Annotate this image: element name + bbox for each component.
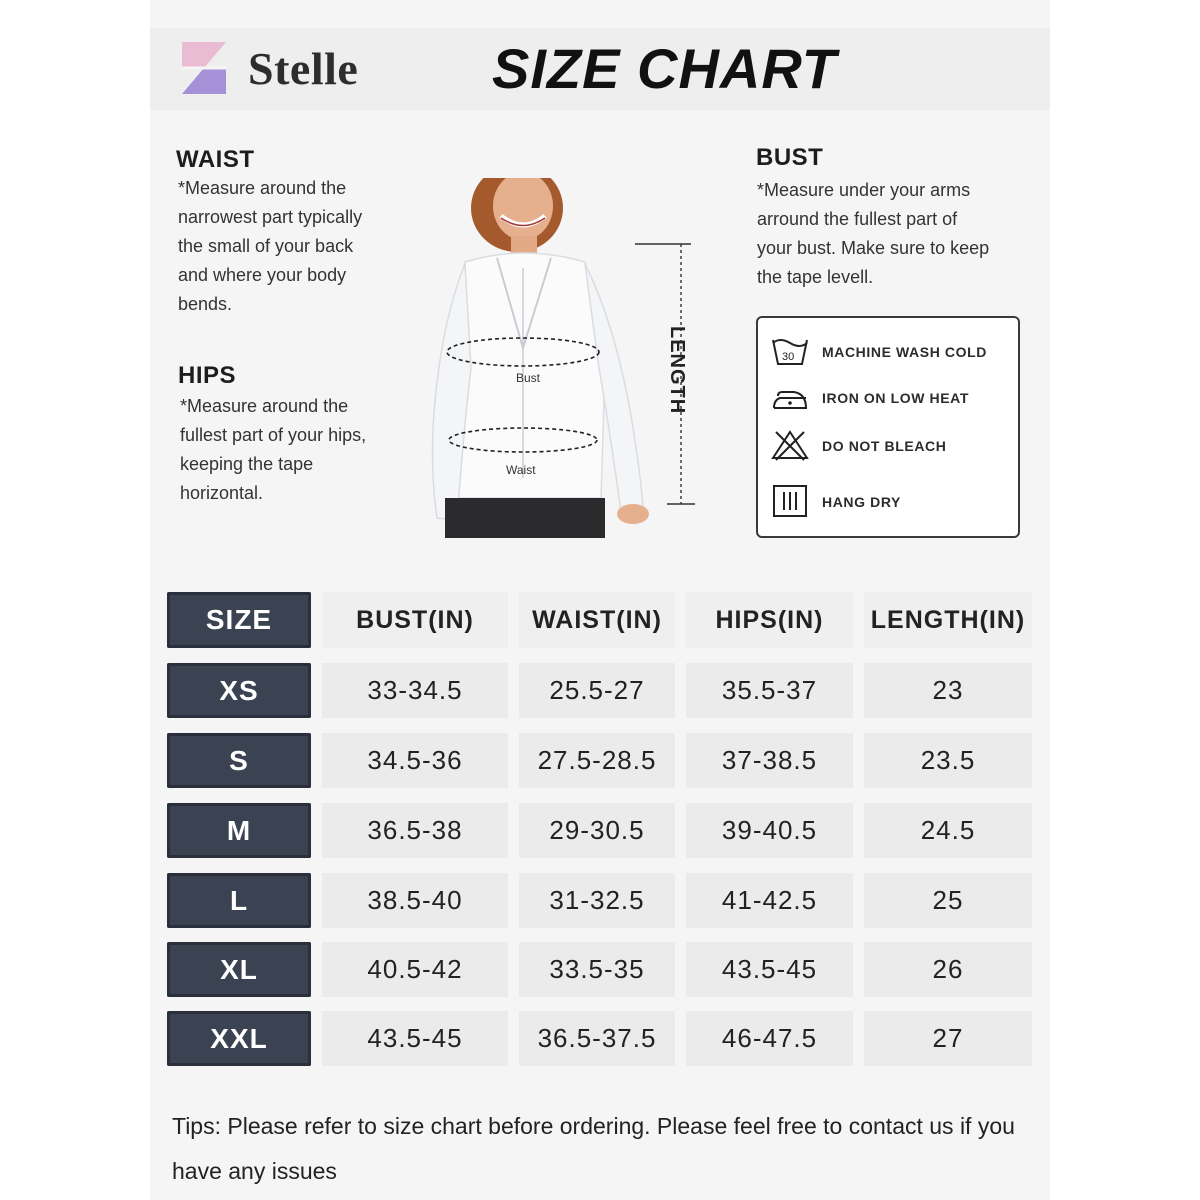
hips-value: 39-40.5: [686, 803, 853, 858]
stelle-logo-icon: [174, 38, 234, 98]
hips-value: 46-47.5: [686, 1011, 853, 1066]
hips-value: 41-42.5: [686, 873, 853, 928]
bust-value: 38.5-40: [322, 873, 508, 928]
header-hips: HIPS(IN): [686, 592, 853, 648]
hips-heading: HIPS: [178, 362, 237, 389]
hips-value: 37-38.5: [686, 733, 853, 788]
length-value: 23.5: [864, 733, 1032, 788]
bust-line: arround the fullest part of: [757, 209, 958, 229]
size-label: M: [167, 803, 311, 858]
care-label-wash: MACHINE WASH COLD: [822, 344, 987, 360]
length-measure-label: LENGTH: [666, 326, 688, 415]
size-label: XXL: [167, 1011, 311, 1066]
hips-line: horizontal.: [180, 483, 264, 503]
size-label: XL: [167, 942, 311, 997]
iron-low-icon: [770, 380, 810, 414]
hang-dry-icon: [770, 484, 810, 518]
header-bust: BUST(IN): [322, 592, 508, 648]
care-label-bleach: DO NOT BLEACH: [822, 438, 947, 454]
waist-value: 27.5-28.5: [519, 733, 675, 788]
care-row-bleach: [770, 428, 1010, 464]
brand-name: Stelle: [248, 43, 359, 94]
bust-description: [757, 176, 989, 292]
waist-value: 33.5-35: [519, 942, 675, 997]
waist-value: 36.5-37.5: [519, 1011, 675, 1066]
length-value: 27: [864, 1011, 1032, 1066]
length-value: 25: [864, 873, 1032, 928]
length-value: 23: [864, 663, 1032, 718]
waist-line: *Measure around the: [178, 178, 347, 198]
bust-value: 40.5-42: [322, 942, 508, 997]
bust-line: the tape levell.: [757, 267, 874, 287]
wash-temp-label: 30: [782, 351, 795, 363]
hips-value: 43.5-45: [686, 942, 853, 997]
waist-value: 31-32.5: [519, 873, 675, 928]
care-label-dry: HANG DRY: [822, 494, 901, 510]
care-label-iron: IRON ON LOW HEAT: [822, 390, 969, 406]
bust-value: 43.5-45: [322, 1011, 508, 1066]
care-row-wash: [770, 334, 1010, 370]
hips-value: 35.5-37: [686, 663, 853, 718]
length-value: 26: [864, 942, 1032, 997]
hips-line: keeping the tape: [180, 454, 314, 474]
no-bleach-icon: [770, 428, 810, 462]
tips-text: Tips: Please refer to size chart before ordering. Please feel free to contact us if you have any issues: [172, 1113, 1015, 1184]
size-label: L: [167, 873, 311, 928]
header-length: LENGTH(IN): [864, 592, 1032, 648]
waist-value: 25.5-27: [519, 663, 675, 718]
hips-line: *Measure around the: [180, 396, 349, 416]
bust-value: 36.5-38: [322, 803, 508, 858]
length-value: 24.5: [864, 803, 1032, 858]
bust-measure-label: Bust: [516, 371, 541, 385]
waist-description: [178, 174, 362, 319]
header-size: SIZE: [167, 592, 311, 648]
wash-cold-icon: [770, 334, 810, 368]
bust-line: your bust. Make sure to keep: [757, 238, 990, 258]
bust-value: 33-34.5: [322, 663, 508, 718]
waist-heading: WAIST: [176, 146, 255, 173]
bust-value: 34.5-36: [322, 733, 508, 788]
care-instructions-box: [756, 316, 1020, 538]
care-row-iron: [770, 380, 1010, 416]
model-measurement-figure: [405, 178, 705, 538]
waist-line: and where your body: [178, 265, 347, 285]
waist-line: bends.: [178, 294, 233, 314]
hips-line: fullest part of your hips,: [180, 425, 367, 445]
waist-line: narrowest part typically: [178, 207, 363, 227]
size-label: XS: [167, 663, 311, 718]
header-waist: WAIST(IN): [519, 592, 675, 648]
care-row-dry: [770, 484, 1010, 520]
bust-line: *Measure under your arms: [757, 180, 971, 200]
size-label: S: [167, 733, 311, 788]
waist-measure-label: Waist: [506, 463, 536, 477]
hips-description: [180, 392, 366, 508]
bust-heading: BUST: [756, 144, 824, 171]
page-title: SIZE CHART: [492, 37, 837, 100]
waist-line: the small of your back: [178, 236, 354, 256]
waist-value: 29-30.5: [519, 803, 675, 858]
